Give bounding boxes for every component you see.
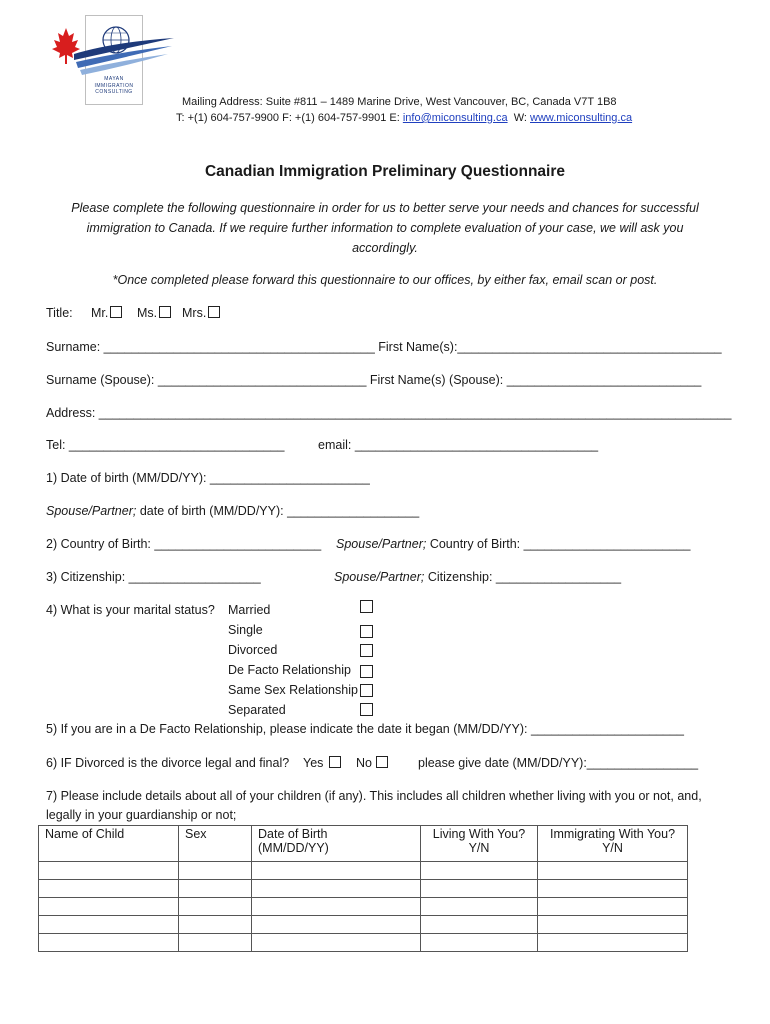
header-name-text: Name of Child [45, 827, 125, 841]
header-sex [179, 826, 252, 862]
logo-text-consulting: CONSULTING [95, 89, 133, 95]
table-cell[interactable] [39, 862, 179, 880]
children-question-line-2: legally in your guardianship or not; [46, 808, 237, 822]
table-cell[interactable] [538, 898, 688, 916]
marital-option-single: Single [228, 623, 263, 637]
country-field[interactable]: 2) Country of Birth: ________________________ [46, 537, 322, 551]
table-cell[interactable] [179, 898, 252, 916]
table-cell[interactable] [421, 898, 538, 916]
header-living-with-you [421, 826, 538, 862]
table-cell[interactable] [179, 916, 252, 934]
table-cell[interactable] [538, 934, 688, 952]
no-checkbox[interactable] [376, 756, 388, 768]
title-mr [91, 306, 122, 320]
tel-field[interactable]: Tel: _______________________________ [46, 438, 285, 452]
title-ms [137, 306, 171, 320]
web-label: W: [507, 112, 530, 124]
header-immigrating-text: Immigrating With You? [549, 827, 676, 841]
mailing-address: Mailing Address: Suite #811 – 1489 Marine Drive, West Vancouver, BC, Canada V7T 1B8 [182, 96, 617, 108]
single-checkbox[interactable] [360, 625, 373, 638]
marital-option-divorced: Divorced [228, 643, 278, 657]
contact-line [176, 112, 632, 124]
header-dob-text: Date of Birth [258, 827, 328, 841]
table-row [39, 862, 688, 880]
header-immigrating-with-you [538, 826, 688, 862]
table-cell[interactable] [39, 880, 179, 898]
defacto-checkbox[interactable] [360, 665, 373, 678]
divorce-date-field[interactable]: please give date (MM/DD/YY):________________ [418, 756, 699, 770]
dob-field[interactable]: 1) Date of birth (MM/DD/YY): _______________________ [46, 471, 370, 485]
table-cell[interactable] [538, 880, 688, 898]
yes-label: Yes [303, 756, 324, 770]
children-table [38, 825, 688, 952]
samesex-checkbox[interactable] [360, 684, 373, 697]
header-living-sub: Y/N [468, 841, 490, 855]
marital-option-samesex: Same Sex Relationship [228, 683, 358, 697]
spouse-citizenship-prefix: Spouse/Partner; [334, 570, 425, 584]
table-cell[interactable] [252, 934, 421, 952]
email-field[interactable]: email: ___________________________________ [318, 438, 599, 452]
divorce-question: 6) IF Divorced is the divorce legal and final? [46, 756, 290, 770]
spouse-country-field[interactable] [336, 537, 690, 551]
table-cell[interactable] [39, 898, 179, 916]
phone-fax: T: +(1) 604-757-9900 F: +(1) 604-757-9901 E: [176, 112, 403, 124]
table-row [39, 916, 688, 934]
table-row [39, 934, 688, 952]
ms-label: Ms. [137, 306, 158, 320]
title-label: Title: [46, 306, 73, 320]
table-cell[interactable] [421, 880, 538, 898]
married-checkbox[interactable] [360, 600, 373, 613]
marital-option-married: Married [228, 603, 271, 617]
header-living-text: Living With You? [432, 827, 526, 841]
table-cell[interactable] [252, 916, 421, 934]
divorce-no-option [356, 756, 388, 770]
header-immigrating-sub: Y/N [602, 841, 623, 855]
divorced-checkbox[interactable] [360, 644, 373, 657]
mr-label: Mr. [91, 306, 109, 320]
table-cell[interactable] [252, 862, 421, 880]
divorce-yes-option [303, 756, 341, 770]
forward-note: *Once completed please forward this questionnaire to our offices, by either fax, email scan or post. [112, 273, 658, 287]
surname-field[interactable]: Surname: _______________________________________ First Name(s):______________________________________ [46, 340, 722, 354]
defacto-date-field[interactable]: 5) If you are in a De Facto Relationship, please indicate the date it began (MM/DD/YY): ______________________ [46, 722, 684, 736]
email-link[interactable]: info@miconsulting.ca [402, 112, 508, 124]
table-cell[interactable] [538, 862, 688, 880]
intro-line-2: immigration to Canada. If we require further information to complete evaluation of your case, we will ask you [86, 221, 684, 235]
intro-line-3: accordingly. [352, 241, 418, 255]
table-cell[interactable] [39, 916, 179, 934]
no-label: No [356, 756, 372, 770]
marital-option-defacto: De Facto Relationship [228, 663, 351, 677]
spouse-citizenship-field[interactable] [334, 570, 621, 584]
spouse-country-prefix: Spouse/Partner; [336, 537, 427, 551]
table-cell[interactable] [538, 916, 688, 934]
marital-option-separated: Separated [228, 703, 286, 717]
table-cell[interactable] [421, 862, 538, 880]
surname-spouse-field[interactable]: Surname (Spouse): ______________________________ First Name(s) (Spouse): ____________________________ [46, 373, 702, 387]
table-cell[interactable] [179, 880, 252, 898]
table-row [39, 880, 688, 898]
website-link[interactable]: www.miconsulting.ca [530, 112, 633, 124]
separated-checkbox[interactable] [360, 703, 373, 716]
table-cell[interactable] [252, 880, 421, 898]
yes-checkbox[interactable] [329, 756, 341, 768]
title-mrs [182, 306, 220, 320]
table-cell[interactable] [179, 934, 252, 952]
citizenship-field[interactable]: 3) Citizenship: ___________________ [46, 570, 261, 584]
mrs-checkbox[interactable] [208, 306, 220, 318]
ms-checkbox[interactable] [159, 306, 171, 318]
table-cell[interactable] [252, 898, 421, 916]
table-row [39, 898, 688, 916]
address-field[interactable]: Address: ___________________________________________________________________________________________ [46, 406, 732, 420]
table-cell[interactable] [421, 916, 538, 934]
table-cell[interactable] [421, 934, 538, 952]
mrs-label: Mrs. [182, 306, 207, 320]
logo-text-mayan: MAYAN [104, 76, 124, 82]
maple-leaf-globe-icon [44, 20, 179, 80]
table-cell[interactable] [39, 934, 179, 952]
marital-question: 4) What is your marital status? [46, 603, 215, 617]
header-date-of-birth [252, 826, 421, 862]
logo-text-immigration: IMMIGRATION [94, 83, 134, 89]
spouse-dob-prefix: Spouse/Partner; [46, 504, 137, 518]
page-title: Canadian Immigration Preliminary Questionnaire [204, 163, 566, 180]
children-table-header [39, 826, 688, 862]
spouse-dob-field[interactable] [46, 504, 419, 518]
spouse-country-text: Country of Birth: ________________________ [426, 537, 691, 551]
spouse-citizenship-text: Citizenship: __________________ [424, 570, 622, 584]
header-dob-sub: (MM/DD/YY) [258, 841, 329, 855]
table-cell[interactable] [179, 862, 252, 880]
header-name-of-child [39, 826, 179, 862]
mr-checkbox[interactable] [110, 306, 122, 318]
children-question-line-1: 7) Please include details about all of your children (if any). This includes all children whether living with you or not, and, [46, 789, 702, 803]
spouse-dob-text: date of birth (MM/DD/YY): ___________________ [136, 504, 420, 518]
intro-line-1: Please complete the following questionnaire in order for us to better serve your needs and chances for successful [71, 201, 699, 215]
header-sex-text: Sex [185, 827, 207, 841]
